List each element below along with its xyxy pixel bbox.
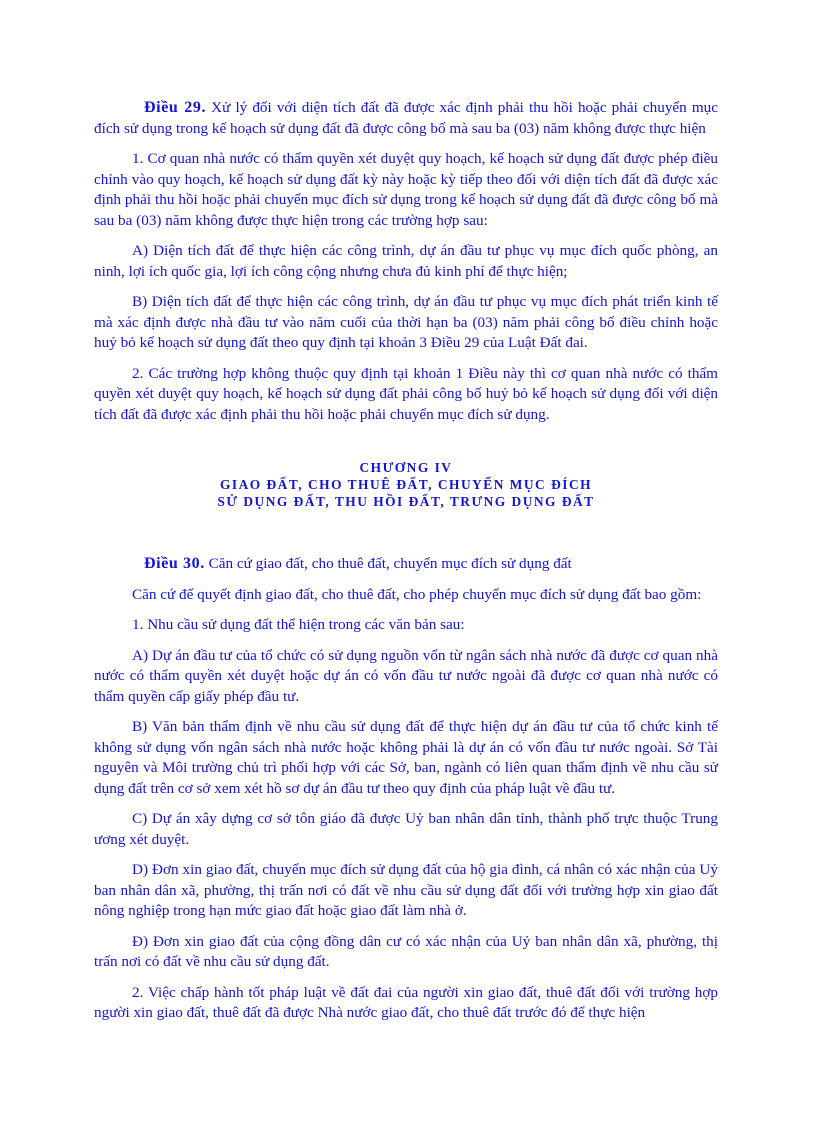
chapter-heading: [94, 459, 718, 510]
article-29-paragraph: B) Diện tích đất để thực hiện các công trình, dự án đầu tư phục vụ mục đích phát triển kinh tế mà xác định được nhà đầu tư vào năm cuối của thời hạn ba (03) năm phải công bố điều chỉnh hoặc huỷ bỏ kế hoạch sử dụng đất theo quy định tại khoản 3 Điều 29 của Luật Đất đai.: [94, 293, 718, 351]
article-30-paragraph: Đ) Đơn xin giao đất của cộng đồng dân cư có xác nhận của Uỷ ban nhân dân xã, phường, thị trấn nơi có đất về nhu cầu sử dụng đất.: [94, 932, 718, 970]
chapter-title-line-1: GIAO ĐẤT, CHO THUÊ ĐẤT, CHUYỂN MỤC ĐÍCH: [219, 477, 593, 492]
article-29-paragraph: 1. Cơ quan nhà nước có thẩm quyền xét duyệt quy hoạch, kế hoạch sử dụng đất được phép điều chỉnh vào quy hoạch, kế hoạch sử dụng đất kỳ này hoặc kỳ tiếp theo đối với diện tích đất đã được xác định phải thu hồi hoặc phải chuyển mục đích sử dụng trong kế hoạch sử dụng đất đã được công bố mà sau ba (03) năm không được thực hiện trong các trường hợp sau:: [94, 150, 718, 229]
article-30-label: Điều 30.: [144, 555, 205, 572]
article-29-paragraph: A) Diện tích đất để thực hiện các công trình, dự án đầu tư phục vụ mục đích quốc phòng, an ninh, lợi ích quốc gia, lợi ích công cộng nhưng chưa đủ kinh phí để thực hiện;: [94, 242, 718, 280]
article-30-paragraph: 1. Nhu cầu sử dụng đất thể hiện trong các văn bản sau:: [132, 616, 465, 633]
article-30-title: Căn cứ giao đất, cho thuê đất, chuyển mục đích sử dụng đất: [204, 555, 572, 572]
article-30-paragraph: Căn cứ để quyết định giao đất, cho thuê đất, cho phép chuyển mục đích sử dụng đất bao gồm:: [132, 585, 702, 603]
article-30-heading: [94, 554, 718, 575]
chapter-title-line-2: SỬ DỤNG ĐẤT, THU HỒI ĐẤT, TRƯNG DỤNG ĐẤT: [217, 494, 595, 509]
article-30-paragraph: D) Đơn xin giao đất, chuyển mục đích sử dụng đất của hộ gia đình, cá nhân có xác nhận của Uỷ ban nhân dân xã, phường, thị trấn nơi có đất về nhu cầu sử dụng đất đối với trường hợp xin giao đất nông nghiệp trong hạn mức giao đất hoặc giao đất làm nhà ở.: [94, 861, 718, 919]
article-30-paragraph: C) Dự án xây dựng cơ sở tôn giáo đã được Uỷ ban nhân dân tỉnh, thành phố trực thuộc Trung ương xét duyệt.: [94, 810, 718, 848]
article-29-label: Điều 29.: [144, 99, 207, 116]
article-30-paragraph: 2. Việc chấp hành tốt pháp luật về đất đai của người xin giao đất, thuê đất đối với trường hợp người xin giao đất, thuê đất đã được Nhà nước giao đất, cho thuê đất trước đó để thực hiện: [94, 983, 718, 1021]
article-29-paragraph: 2. Các trường hợp không thuộc quy định tại khoản 1 Điều này thì cơ quan nhà nước có thẩm quyền xét duyệt quy hoạch, kế hoạch sử dụng đất phải công bố huỷ bỏ kế hoạch sử dụng đối với diện tích đất đã được xác định phải thu hồi hoặc phải chuyển mục đích sử dụng.: [94, 364, 718, 423]
article-30-paragraph: B) Văn bản thẩm định về nhu cầu sử dụng đất để thực hiện dự án đầu tư của tổ chức kinh tế không sử dụng vốn ngân sách nhà nước hoặc không phải là dự án có vốn đầu tư nước ngoài. Sở Tài nguyên và Môi trường chủ trì phối hợp với các Sở, ban, ngành có liên quan thẩm định về nhu cầu sử dụng đất trên cơ sở xem xét hồ sơ dự án đầu tư theo quy định của pháp luật về đầu tư.: [94, 718, 718, 797]
article-29-title: Xử lý đối với diện tích đất đã được xác định phải thu hồi hoặc phải chuyển mục đích sử dụng trong kế hoạch sử dụng đất đã được công bố mà sau ba (03) năm không được thực hiện: [94, 99, 718, 137]
article-29-heading: [94, 98, 718, 139]
article-30-paragraph: A) Dự án đầu tư của tổ chức có sử dụng nguồn vốn từ ngân sách nhà nước đã được cơ quan nhà nước có thẩm quyền xét duyệt hoặc dự án có vốn đầu tư nước ngoài đã được cơ quan nhà nước có thẩm quyền cấp giấy phép đầu tư.: [94, 646, 718, 705]
chapter-number: CHƯƠNG IV: [359, 460, 453, 475]
document-page: [94, 98, 718, 1034]
